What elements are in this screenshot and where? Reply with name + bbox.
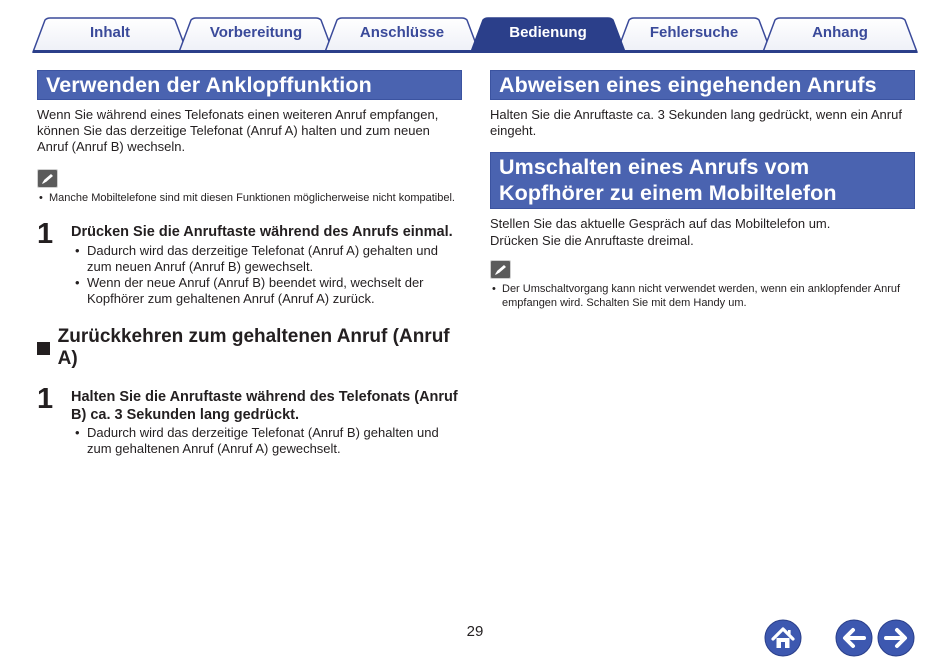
step-bullet: • Dadurch wird das derzeitige Telefonat (Anruf B) gehalten und zum gehaltenen Anruf (Anruf A) gewechselt. <box>71 425 462 457</box>
home-icon <box>764 619 802 657</box>
step-1 <box>37 218 462 307</box>
note-item: • Der Umschaltvorgang kann nicht verwendet werden, wenn ein anklopfender Anruf empfangen wird. Schalten Sie mit dem Handy um. <box>490 282 915 310</box>
square-bullet-icon <box>37 342 50 355</box>
note-list <box>37 191 462 205</box>
subsection-heading <box>37 326 462 370</box>
tab-anschluesse[interactable]: Anschlüsse <box>359 24 445 41</box>
switch-line-2: Drücken Sie die Anruftaste dreimal. <box>490 233 694 248</box>
section-title-abweisen: Abweisen eines eingehenden Anrufs <box>490 70 915 100</box>
step-bullets <box>71 243 462 307</box>
step-title: Halten Sie die Anruftaste während des Telefonats (Anruf B) ca. 3 Sekunden lang gedrückt. <box>71 389 458 423</box>
home-button[interactable] <box>764 619 802 657</box>
section-title-anklopffunktion: Verwenden der Anklopffunktion <box>37 70 462 100</box>
arrow-left-icon <box>835 619 873 657</box>
step-bullet: • Wenn der neue Anruf (Anruf B) beendet wird, wechselt der Kopfhörer zum gehaltenen Anruf (Anruf A) zurück. <box>71 275 462 307</box>
tab-underline <box>33 50 917 53</box>
switch-line-1: Stellen Sie das aktuelle Gespräch auf das Mobiltelefon um. <box>490 216 831 231</box>
tab-fehlersuche[interactable]: Fehlersuche <box>649 24 739 41</box>
right-column <box>490 70 915 310</box>
arrow-right-icon <box>877 619 915 657</box>
back-button[interactable] <box>835 619 873 657</box>
forward-button[interactable] <box>877 619 915 657</box>
step-bullets <box>71 425 462 457</box>
tab-vorbereitung[interactable]: Vorbereitung <box>209 24 303 41</box>
tab-inhalt[interactable]: Inhalt <box>90 24 130 41</box>
intro-text: Wenn Sie während eines Telefonats einen weiteren Anruf empfangen, können Sie das derzeitige Telefonat (Anruf A) halten und zum neuen Anruf (Anruf B) wechseln. <box>37 107 439 154</box>
page-number: 29 <box>466 623 484 640</box>
step-title: Drücken Sie die Anruftaste während des Anrufs einmal. <box>71 224 453 240</box>
tab-bedienung[interactable]: Bedienung <box>509 24 587 41</box>
note-list <box>490 282 915 310</box>
step-1-return <box>37 383 462 457</box>
section-title-umschalten: Umschalten eines Anrufs vom Kopfhörer zu einem Mobiltelefon <box>490 152 915 209</box>
subsection-title: Zurückkehren zum gehaltenen Anruf (Anruf A) <box>57 326 450 369</box>
left-column <box>37 70 462 457</box>
note-item: • Manche Mobiltelefone sind mit diesen Funktionen möglicherweise nicht kompatibel. <box>37 191 462 205</box>
tab-anhang[interactable]: Anhang <box>812 24 868 41</box>
reject-text: Halten Sie die Anruftaste ca. 3 Sekunden lang gedrückt, wenn ein Anruf eingeht. <box>490 107 902 138</box>
step-number: 1 <box>37 218 54 250</box>
pencil-note-icon <box>37 169 58 188</box>
step-number: 1 <box>37 383 54 415</box>
step-bullet: • Dadurch wird das derzeitige Telefonat (Anruf A) gehalten und zum neuen Anruf (Anruf B) gewechselt. <box>71 243 462 275</box>
pencil-note-icon <box>490 260 511 279</box>
